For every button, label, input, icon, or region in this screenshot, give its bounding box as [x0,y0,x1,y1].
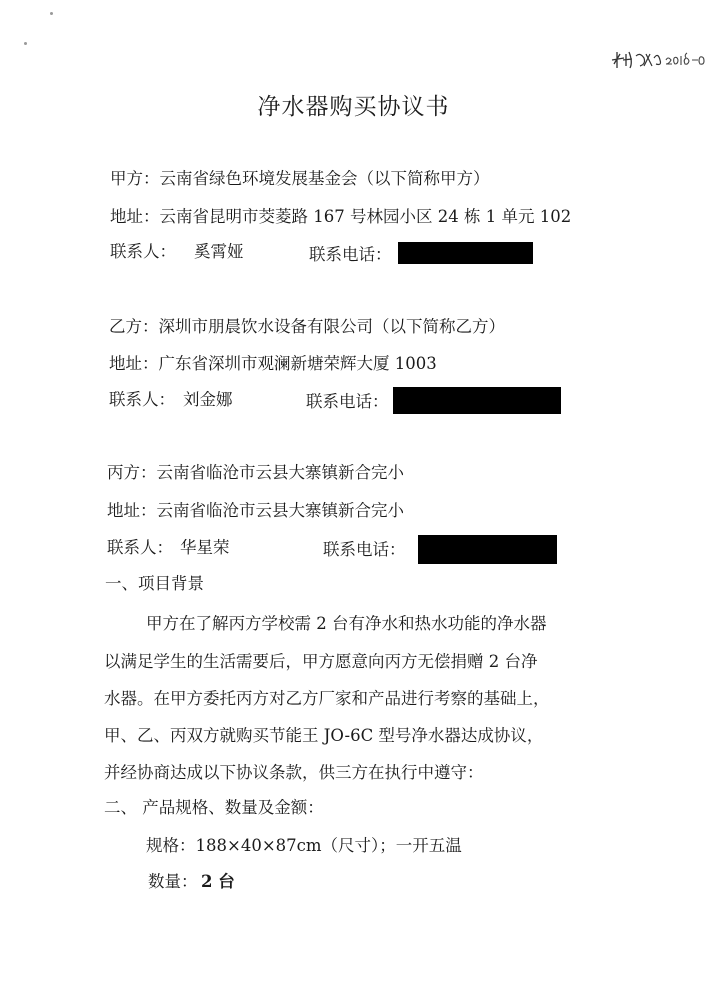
party-c-address: 地址：云南省临沧市云县大寨镇新合完小 [107,501,404,520]
party-a-phone-redaction [398,242,533,264]
party-b-phone-redaction [393,387,561,414]
party-c-contact-name: 华星荣 [180,538,230,557]
party-c-phone-label: 联系电话： [323,540,406,559]
quantity-value: 2 台 [201,872,235,891]
section-1-paragraph-line: 甲、乙、丙双方就购买节能王 JO-6C 型号净水器达成协议， [104,726,544,745]
party-b-contact-name: 刘金娜 [183,390,233,409]
party-b-phone-label: 联系电话： [306,392,389,411]
section-1-paragraph-line: 甲方在了解丙方学校需 2 台有净水和热水功能的净水器 [146,614,547,633]
party-c-name: 丙方：云南省临沧市云县大寨镇新合完小 [107,463,404,482]
party-a-contact-label: 联系人： [110,242,176,261]
party-b-name: 乙方：深圳市朋晨饮水设备有限公司（以下简称乙方） [109,317,505,336]
section-2-heading: 二、 产品规格、数量及金额： [104,798,324,817]
party-a-phone-label: 联系电话： [309,245,392,264]
party-a-name: 甲方：云南省绿色环境发展基金会（以下简称甲方） [110,169,490,188]
document-title: 净水器购买协议书 [257,94,450,120]
section-1-paragraph-line: 并经协商达成以下协议条款，供三方在执行中遵守： [104,763,484,782]
party-a-contact-name: 奚霄娅 [194,242,244,261]
quantity-label: 数量： [148,872,198,891]
party-c-phone-redaction [418,535,557,564]
spec-line: 规格：188×40×87cm（尺寸）；一开五温 [146,836,462,855]
scan-speck [24,42,27,45]
section-1-paragraph-line: 以满足学生的生活需要后，甲方愿意向丙方无偿捐赠 2 台净 [104,652,538,671]
party-c-contact-label: 联系人： [107,538,173,557]
handwritten-note [610,46,707,72]
party-b-contact-label: 联系人： [109,390,175,409]
scan-speck [50,12,53,15]
party-a-address: 地址：云南省昆明市茭菱路 167 号林园小区 24 栋 1 单元 102 [110,207,572,226]
section-1-heading: 一、项目背景 [105,574,204,593]
section-1-paragraph-line: 水器。在甲方委托丙方对乙方厂家和产品进行考察的基础上， [104,689,550,708]
party-b-address: 地址：广东省深圳市观澜新塘荣辉大厦 1003 [109,354,437,373]
